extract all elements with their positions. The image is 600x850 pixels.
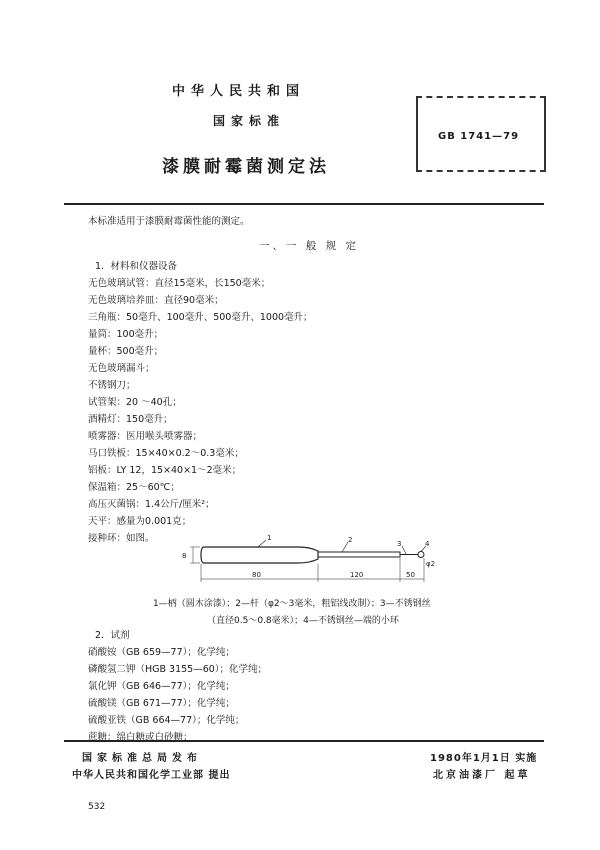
material-item: 铝板：LY 12，15×40×1～2毫米；: [88, 465, 242, 476]
material-item: 无色玻璃试管：直径15毫米，长150毫米；: [88, 278, 271, 289]
figure-length-3: 50: [406, 571, 415, 579]
page-number: 532: [88, 802, 106, 812]
material-item: 无色玻璃漏斗；: [88, 363, 155, 374]
material-item: 量杯：500毫升；: [88, 346, 164, 357]
subsection-reagents: 2．试剂: [95, 630, 130, 641]
header-divider: [64, 203, 544, 205]
material-item: 接种环：如图。: [88, 533, 155, 544]
material-item: 试管架：20 ～40孔；: [88, 397, 182, 408]
footer-drafter: 北京油漆厂 起草: [433, 770, 531, 781]
loop-ring: [418, 552, 424, 558]
figure-label-1: 1: [267, 534, 272, 542]
figure-caption-line2: （直径0.5～0.8毫米）；4—不锈钢丝—端的小环: [207, 616, 399, 626]
reagent-item: 磷酸氢二钾（HGB 3155—60）；化学纯；: [88, 664, 268, 675]
material-item: 保温箱：25～60℃；: [88, 482, 180, 493]
material-item: 天平：感量为0.001克；: [88, 516, 192, 527]
figure-dim-right: φ2: [426, 560, 436, 568]
figure-length-1: 80: [252, 571, 261, 579]
reagent-item: 硫酸镁（GB 671—77）；化学纯；: [88, 698, 235, 709]
material-item: 喷雾器：医用喉头喷雾器；: [88, 431, 203, 442]
figure-length-2: 120: [350, 571, 364, 579]
reagent-item: 氯化钾（GB 646—77）；化学纯；: [88, 681, 235, 692]
material-item: 马口铁板：15×40×0.2～0.3毫米；: [88, 448, 244, 459]
material-item: 无色玻璃培养皿：直径90毫米；: [88, 295, 224, 306]
section-title: 一、一 般 规 定: [259, 240, 360, 252]
footer-effective-date: 1980年1月1日 实施: [430, 753, 538, 764]
figure-dim-left: 8: [182, 552, 187, 560]
subsection-materials: 1．材料和仪器设备: [95, 261, 178, 272]
intro-text: 本标准适用于漆膜耐霉菌性能的测定。: [88, 216, 250, 227]
material-item: 不锈钢刀；: [88, 380, 136, 391]
reagent-item: 蔗糖：绵白糖或白砂糖；: [88, 732, 193, 743]
footer-divider: [64, 740, 544, 742]
footer-issuer: 国家标准总局发布: [82, 753, 202, 764]
material-item: 量筒：100毫升；: [88, 329, 164, 340]
figure-label-3: 3: [397, 540, 402, 548]
header-national-standard: 国家标准: [213, 114, 286, 128]
figure-label-4: 4: [425, 540, 430, 548]
loop-handle: [201, 547, 318, 563]
header-country: 中华人民共和国: [172, 84, 306, 99]
reagent-item: 硫酸亚铁（GB 664—77）；化学纯；: [88, 715, 245, 726]
material-item: 酒精灯：150毫升；: [88, 414, 173, 425]
reagent-item: 硝酸铵（GB 659—77）；化学纯；: [88, 647, 235, 658]
figure-label-2: 2: [348, 536, 353, 544]
material-item: 三角瓶：50毫升、100毫升、500毫升、1000毫升；: [88, 312, 313, 323]
inoculating-loop-diagram: [180, 534, 440, 590]
page-title: 漆膜耐霉菌测定法: [162, 157, 330, 177]
standard-code: GB 1741—79: [438, 131, 520, 142]
loop-rod: [318, 552, 400, 557]
footer-proposer: 中华人民共和国化学工业部 提出: [72, 770, 231, 781]
figure-caption-line1: 1—柄（圆木涂漆）；2—杆（φ2～3毫米，粗铝线改制）；3—不锈钢丝: [153, 599, 431, 609]
material-item: 高压灭菌锅：1.4公斤/厘米²；: [88, 499, 215, 510]
